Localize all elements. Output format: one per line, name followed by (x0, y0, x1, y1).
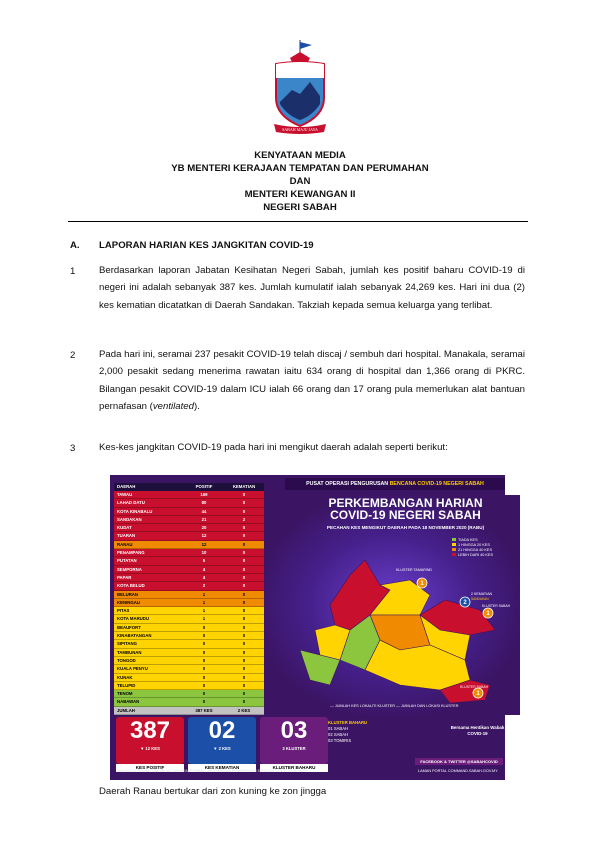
table-row: BELURAN 1 0 (114, 591, 264, 599)
social-handle-bar: FACEBOOK & TWITTER @SABAHCOVID (415, 758, 503, 765)
infographic-title: PERKEMBANGAN HARIAN COVID-19 NEGERI SABAH (328, 496, 483, 522)
paragraph-2: Pada hari ini, seramai 237 pesakit COVID-19 telah discaj / sembuh dari hospital. Manakala, seramai 2,000 pesakit sedang menerima rawatan iaitu 634 orang di hospital dan 1,366 orang di PKRC. Bilangan pesakit COVID-19 dalam ICU ialah 66 orang dan 17 orang pula memerlukan alat bantuan pernafasan (ventilated). (99, 349, 525, 412)
map-label-deaths: 2 KEMATIAN (471, 592, 493, 596)
sabah-district-map (270, 555, 511, 705)
table-row: KOTA BELUD 2 0 (114, 582, 264, 590)
infographic-footnote: JIKA MALISA KLUSA COMUNIDAD DAN KIMARI NAMA - JIKA SAMBIAN PENGURUSAN BENCANA COVID-19 NEGERI (116, 769, 306, 773)
paragraph-3: Kes-kes jangkitan COVID-19 pada hari ini mengikut daerah adalah seperti berikut: (99, 442, 448, 453)
table-row: BEAUFORT 0 0 (114, 624, 264, 632)
table-row: PENAMPANG 10 0 (114, 549, 264, 557)
table-row: TUARAN 12 0 (114, 532, 264, 540)
map-legend (452, 537, 493, 557)
new-cluster-list: KLUSTER BAHARU 01 SABAH 02 SABAH 03 TOMIRIS (328, 720, 368, 743)
legend-item: 1 HINGGA 20 KES (452, 542, 493, 547)
table-row: PAPAR 4 0 (114, 574, 264, 582)
ventilated-term: ventilated (152, 400, 194, 412)
table-row: PITAS 1 0 (114, 607, 264, 615)
table-row: SEMPORNA 4 0 (114, 566, 264, 574)
table-row: KUALA PENYU 0 0 (114, 665, 264, 673)
table-row: KUNAK 0 0 (114, 674, 264, 682)
table-row: KOTA KINABALU 44 0 (114, 508, 264, 516)
table-total-row: JUMLAH 387 KES 2 KES (114, 707, 264, 715)
table-row: TONGOD 0 0 (114, 657, 264, 665)
table-row: LAHAD DATU 80 0 (114, 499, 264, 507)
heading-state: NEGERI SABAH (263, 202, 337, 213)
map-label-deaths-place: SANDAKAN (471, 597, 489, 601)
stat-deaths: 02 ▼ 2 KES KES KEMATIAN (188, 717, 256, 764)
cluster-badge-count: 1 (476, 691, 480, 697)
table-row: KENINGAU 1 0 (114, 599, 264, 607)
map-label-sabah-cluster: KLUSTER SABAH (482, 604, 511, 608)
map-label-tawau-cluster: KLUSTER SABAH (460, 685, 489, 689)
section-title: LAPORAN HARIAN KES JANGKITAN COVID-19 (99, 240, 314, 251)
paragraph-number: 3 (70, 443, 76, 454)
infographic-subtitle: PECAHAN KES MENGIKUT DAERAH PADA 18 NOVEMBER 2020 (RABU) (326, 525, 485, 530)
table-row: TAWAU 169 0 (114, 491, 264, 499)
legend-item: TIADA KES (452, 537, 493, 542)
table-row: NABAWAN 0 0 (114, 698, 264, 706)
cluster-badge-count: 1 (486, 611, 490, 617)
ops-center-banner: PUSAT OPERASI PENGURUSAN BENCANA COVID-19 NEGERI SABAH (285, 478, 505, 490)
table-row: TELUPID 0 0 (114, 682, 264, 690)
caption-zone-change: Daerah Ranau bertukar dari zon kuning ke zon jingga (99, 786, 327, 797)
header-divider (68, 221, 528, 222)
section-letter: A. (70, 240, 80, 251)
table-row: TENOM 0 0 (114, 690, 264, 698)
stat-new-clusters: 03 3 KLUSTER KLUSTER BAHARU (260, 717, 328, 764)
map-note: — JUMLAH KES LOKALITI KLUSTER — JUMLAH DAN LOKASI KLUSTER (330, 704, 459, 708)
table-row: TAMBUNAN 0 0 (114, 649, 264, 657)
table-row: SIPITANG 0 0 (114, 640, 264, 648)
covid-infographic (110, 475, 511, 780)
paragraph-number: 1 (70, 266, 76, 277)
heading-conjunction: DAN (289, 176, 311, 187)
campaign-slogan: Bersama Hentikan Wabak COVID-19 (450, 725, 505, 736)
legend-item: 21 HINGGA 40 KES (452, 547, 493, 552)
heading-finance-minister: MENTERI KEWANGAN II (244, 189, 356, 200)
heading-minister-line: YB MENTERI KERAJAAN TEMPATAN DAN PERUMAHAN (171, 163, 429, 174)
table-header: DAERAH POSITIF KEMATIAN (114, 483, 264, 491)
legend-item: LEBIH DARI 40 KES (452, 552, 493, 557)
table-row: KUDAT 20 0 (114, 524, 264, 532)
cluster-badge-count: 2 (463, 600, 467, 606)
sabah-crest-logo (268, 38, 332, 136)
heading-media-statement: KENYATAAN MEDIA (254, 150, 346, 161)
district-table (114, 483, 264, 715)
paragraph-1: Berdasarkan laporan Jabatan Kesihatan Negeri Sabah, jumlah kes positif baharu COVID-19 di negeri ini adalah sebanyak 387 kes. Jumlah kumulatif ialah sebanyak 24,269 kes. Hari ini dua (2) kes kematian dicatatkan di Daerah Sandakan. Takziah kepada semua keluarga yang terlibat. (99, 265, 525, 311)
table-row: SANDAKAN 21 2 (114, 516, 264, 524)
map-label-tamarind: KLUSTER TAMARIND (396, 568, 433, 572)
crest-motto: SABAH MAJU JAYA (282, 127, 318, 132)
table-row: PUTATAN 5 0 (114, 557, 264, 565)
table-row: KINABATANGAN 0 0 (114, 632, 264, 640)
stat-positive-cases: 387 ▼ 12 KES KES POSITIF (116, 717, 184, 764)
table-row: RANAU 12 0 (114, 541, 264, 549)
paragraph-number: 2 (70, 350, 76, 361)
cluster-badge-count: 1 (420, 581, 424, 587)
portal-url: LAMAN PORTAL COMMAND.SABAH.GOV.MY (418, 769, 498, 773)
table-row: KOTA MARUDU 1 0 (114, 615, 264, 623)
